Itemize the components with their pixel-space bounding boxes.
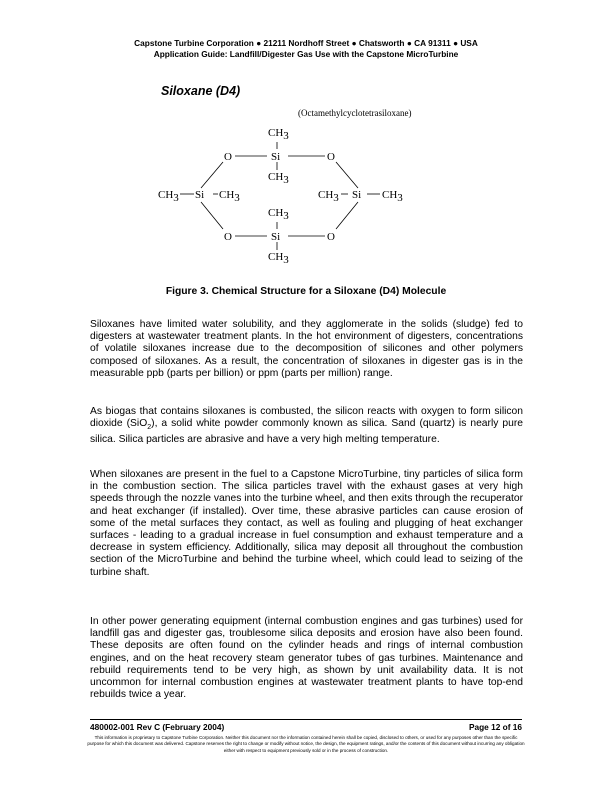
atom-ch3: CH3 xyxy=(382,189,403,204)
figure-subtitle: (Octamethylcyclotetrasiloxane) xyxy=(298,108,412,118)
atom-si: Si xyxy=(271,231,281,243)
footer-divider xyxy=(90,719,522,720)
siloxane-structure-diagram xyxy=(150,118,450,278)
atom-ch3: CH3 xyxy=(268,207,289,222)
header-guide-title: Application Guide: Landfill/Digester Gas Use with the Capstone MicroTurbine xyxy=(153,49,459,59)
atom-o: O xyxy=(327,151,335,163)
header-company-address: Capstone Turbine Corporation ● 21211 Nordhoff Street ● Chatsworth ● CA 91311 ● USA xyxy=(134,38,478,48)
atom-ch3: CH3 xyxy=(219,189,240,204)
atom-ch3: CH3 xyxy=(318,189,339,204)
atom-o: O xyxy=(224,231,232,243)
paragraph-text: As biogas that contains siloxanes is combusted, the silicon reacts with oxygen to form silicon dioxide (SiO xyxy=(90,406,523,430)
page-header xyxy=(0,38,612,60)
paragraph-siloxane-solubility: Siloxanes have limited water solubility, and they agglomerate in the solids (sludge) fed to digesters at wastewater treatment plants. In the hot environment of digesters, concentrations of volatile siloxanes increase due to the decomposition of silicones and other polymers composed of siloxanes. As a result, the concentration of siloxanes in digester gas is in the measurable ppb (parts per billion) or ppm (parts per million) range. xyxy=(90,319,523,379)
footer-disclaimer: This information is proprietary to Capstone Turbine Corporation. Neither this document nor the information contained herein shall be copied, disclosed to others, or used for any purposes other than the specific purpose for which this document was delivered. Capstone reserves the right to change or modify without notice, the design, the equipment ratings, and/or the contents of this document without incurring any obligation either with respect to equipment previously sold or in the process of construction. xyxy=(87,735,525,753)
paragraph-microturbine-effects: When siloxanes are present in the fuel to a Capstone MicroTurbine, tiny particles of silica form in the combustion section. The silica particles travel with the exhaust gases at very high speeds through the nozzle vanes into the turbine wheel, and then exits through the recuperator and heat exchanger (if installed). Over time, these abrasive particles can cause erosion of some of the metal surfaces they contact, as well as fouling and plugging of heat exchanger surfaces - leading to a gradual increase in fuel consumption and exhaust temperature and a decrease in system efficiency. Additionally, silica may deposit all throughout the combustion section of the MicroTurbine and behind the turbine wheel, which could lead to seizing of the turbine shaft. xyxy=(90,469,523,578)
atom-si: Si xyxy=(271,151,281,163)
atom-ch3: CH3 xyxy=(268,251,289,266)
figure-caption: Figure 3. Chemical Structure for a Siloxane (D4) Molecule xyxy=(165,286,447,297)
atom-ch3: CH3 xyxy=(268,127,289,142)
atom-o: O xyxy=(327,231,335,243)
footer-document-id: 480002-001 Rev C (February 2004) xyxy=(90,722,225,732)
footer-page-number: Page 12 of 16 xyxy=(468,722,522,732)
subscript: 2 xyxy=(147,424,152,432)
atom-o: O xyxy=(224,151,232,163)
paragraph-text: ), a solid white powder commonly known as silica. Sand (quartz) is nearly pure silica. Silica particles are abrasive and have a very high melting temperature. xyxy=(90,418,523,446)
atom-ch3: CH3 xyxy=(158,189,179,204)
paragraph-silica-formation xyxy=(90,406,523,447)
atom-si: Si xyxy=(352,189,362,201)
atom-si: Si xyxy=(195,189,205,201)
paragraph-other-equipment: In other power generating equipment (internal combustion engines and gas turbines) used for landfill gas and digester gas, troublesome silica deposits and erosion have also been found. These deposits are often found on the cylinder heads and rings of internal combustion engines, and on the heat recovery steam generator tubes of gas turbines. Maintenance and rebuild requirements tend to be very high, as shown by unit availability data. It is not uncommon for internal combustion engines at wastewater treatment plants to have top-end rebuilds twice a year. xyxy=(90,616,523,701)
atom-ch3: CH3 xyxy=(268,171,289,186)
section-title: Siloxane (D4) xyxy=(161,84,241,98)
